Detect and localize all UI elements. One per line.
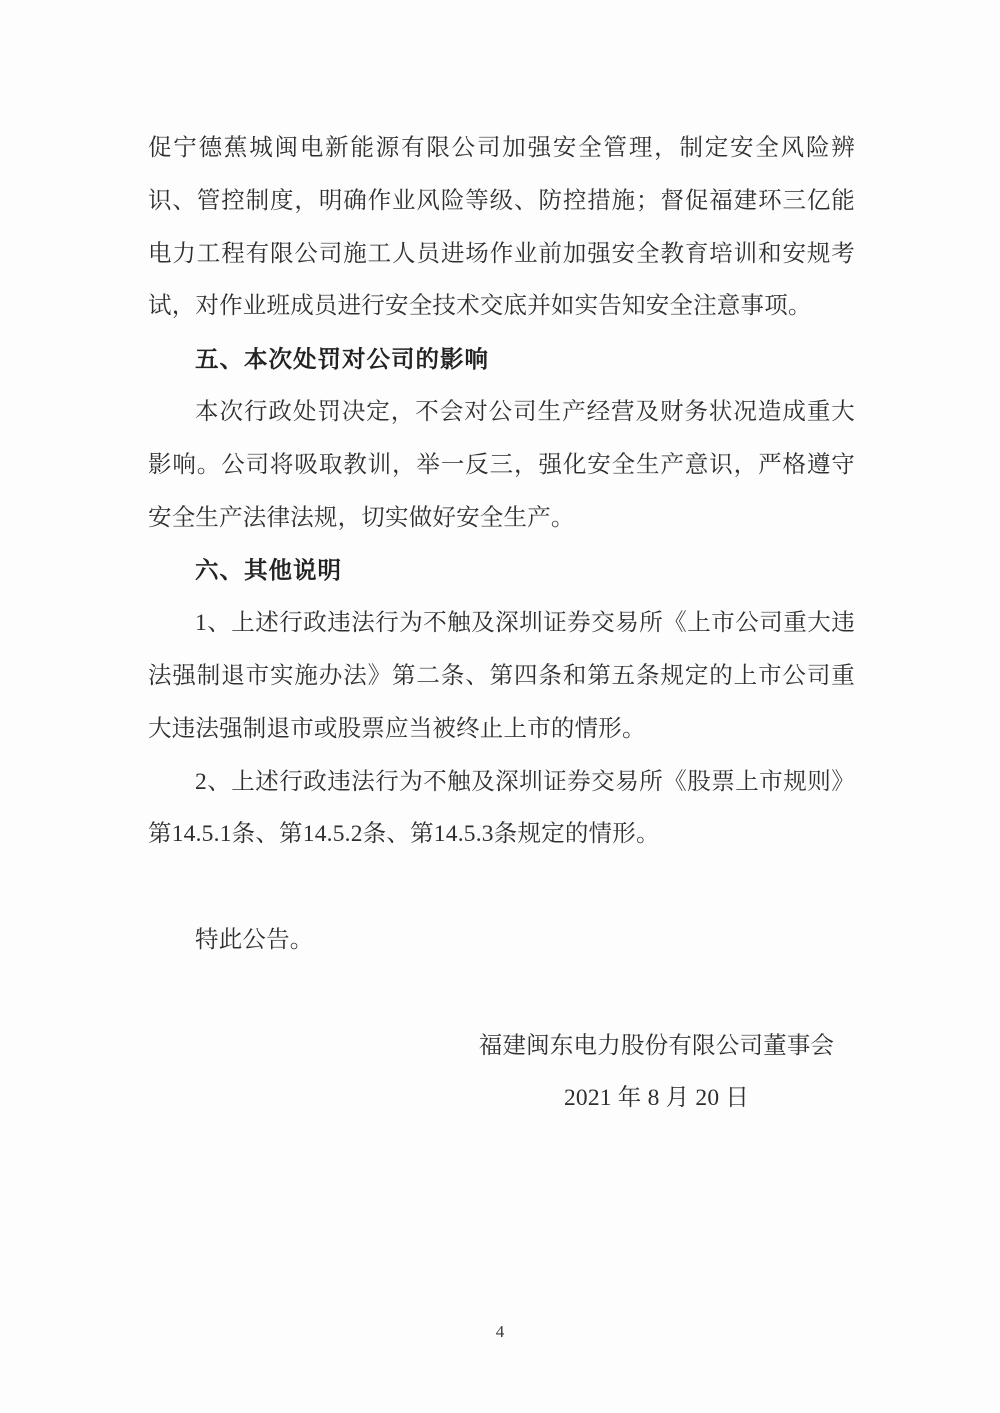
signature-block xyxy=(458,1020,855,1126)
paragraph-continuation: 促宁德蕉城闽电新能源有限公司加强安全管理，制定安全风险辨识、管控制度，明确作业风险等级、防控措施；督促福建环三亿能电力工程有限公司施工人员进场作业前加强安全教育培训和安规考试，对作业班成员进行安全技术交底并如实告知安全注意事项。 xyxy=(148,135,855,320)
section6-heading: 六、其他说明 xyxy=(195,557,342,584)
page-footer xyxy=(0,1322,1000,1342)
closing-statement: 特此公告。 xyxy=(195,926,314,953)
section6-item-2: 2、上述行政违法行为不触及深圳证券交易所《股票上市规则》第14.5.1条、第14.5.2条、第14.5.3条规定的情形。 xyxy=(148,768,855,848)
page-number: 4 xyxy=(495,1322,505,1341)
section6-item-1: 1、上述行政违法行为不触及深圳证券交易所《上市公司重大违法强制退市实施办法》第二条、第四条和第五条规定的上市公司重大违法强制退市或股票应当被终止上市的情形。 xyxy=(148,610,855,742)
signature-company: 福建闽东电力股份有限公司董事会 xyxy=(478,1032,835,1059)
section5-paragraph: 本次行政处罚决定，不会对公司生产经营及财务状况造成重大影响。公司将吸取教训，举一反三，强化安全生产意识，严格遵守安全生产法律法规，切实做好安全生产。 xyxy=(148,398,855,531)
signature-date: 2021 年 8 月 20 日 xyxy=(563,1085,750,1112)
document-body xyxy=(148,122,855,1125)
section5-heading: 五、本次处罚对公司的影响 xyxy=(195,346,489,373)
